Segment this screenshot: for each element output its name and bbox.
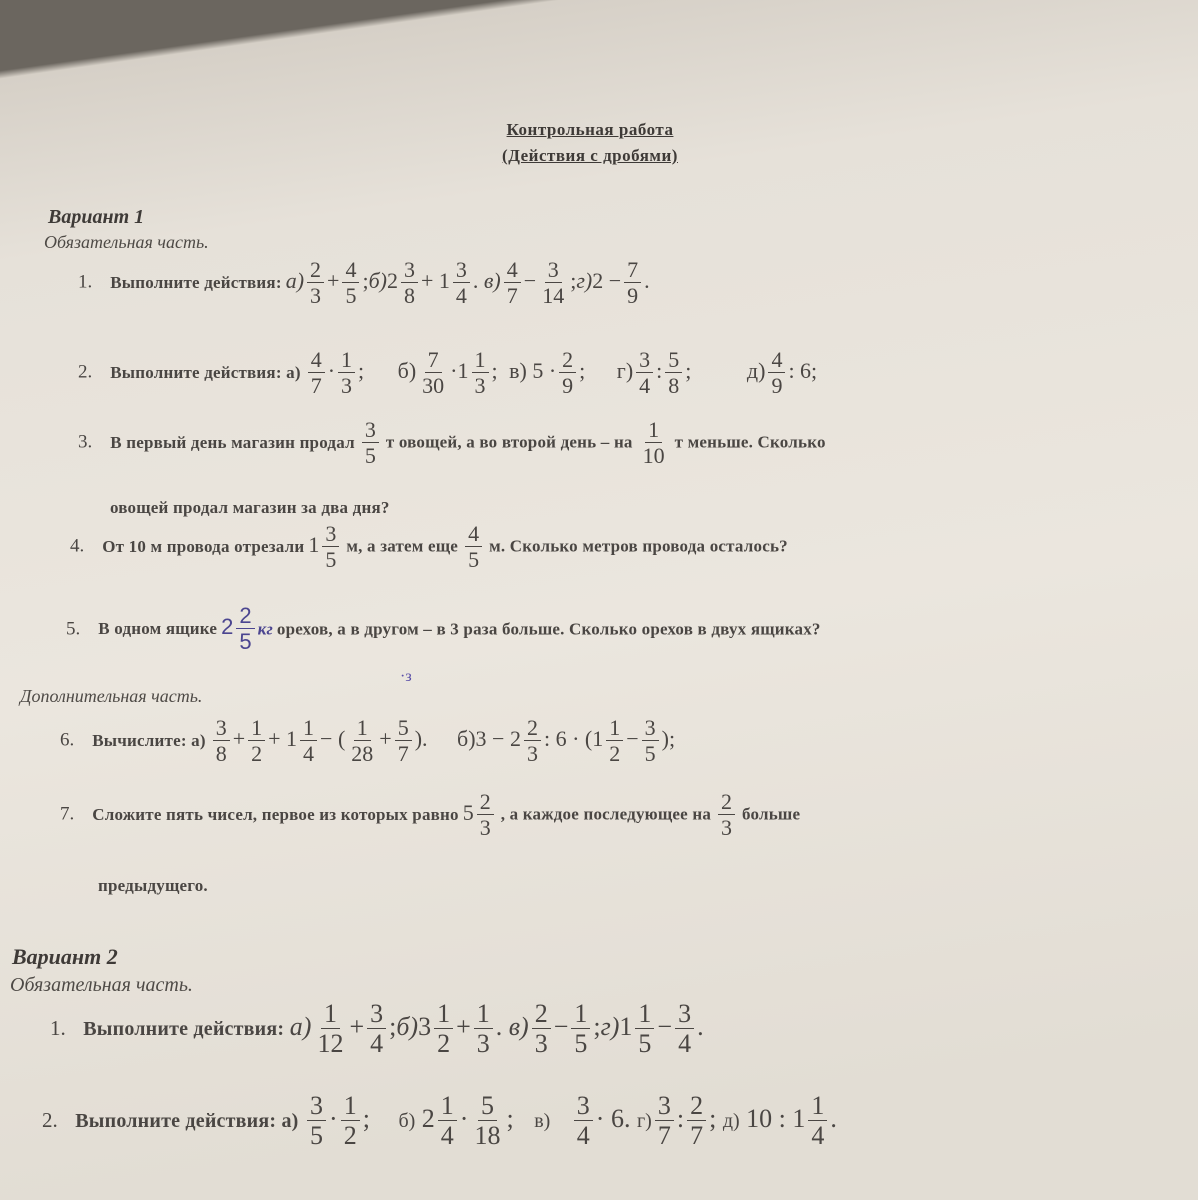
task-number: 2. <box>42 1107 58 1132</box>
v1-task-1-math: а) $\frac{2}{3}$ + $\frac{4}{5}$ ;б)2 $\frac{3}{8}$ + 1 $\frac{3}{4}$ . в) $\frac{4}{7}$ − $\frac{3}{14}$ ;г)2 − $\frac{7}{9}$ . <box>285 257 650 309</box>
task-text: больше <box>742 804 801 824</box>
task-label: Выполните действия: <box>110 272 282 292</box>
task-number: 6. <box>60 729 75 751</box>
v2-task-1-math: а) $\frac{1}{12}$ + $\frac{3}{4}$ ;б)3 $\frac{1}{2}$ + $\frac{1}{3}$ . в) $\frac{2}{3}$ − $\frac{1}{5}$ ;г)1 $\frac{1}{5}$ − $\frac{3}{4}$ . <box>289 999 704 1059</box>
v1-task-3: 3. В первый день магазин продал $\frac{3}{5}$ т овощей, а во второй день – на $\frac{1}{10}$ т меньше. Сколько <box>78 417 826 469</box>
task-text: В первый день магазин продал <box>110 432 355 452</box>
task-text: орехов, а в другом – в 3 раза больше. Сколько орехов в двух ящиках? <box>276 619 821 639</box>
v1-task-2 <box>78 348 817 397</box>
task-number: 4. <box>70 535 85 557</box>
v1-task-3-continuation: овощей продал магазин за два дня? <box>110 498 390 517</box>
v2-task-2-math: $\frac{3}{5}$ · $\frac{1}{2}$ ; б) 2 $\frac{1}{4}$ · $\frac{5}{18}$ ; в) $\frac{3}{4}$ · 6. г) $\frac{3}{7}$ : $\frac{2}{7}$ ; д) 10 : 1 $\frac{1}{4}$ . <box>304 1104 837 1133</box>
variant-1-heading: Вариант 1 <box>48 206 145 228</box>
task-text: т меньше. Сколько <box>674 432 826 452</box>
task-text: т овощей, а во второй день – на <box>385 432 633 452</box>
title-line-2: (Действия с дробями) <box>502 146 678 165</box>
task-number: 3. <box>78 431 93 453</box>
task-label: Выполните действия: а) <box>110 362 301 382</box>
task-text: м, а затем еще <box>346 536 459 556</box>
v1-task-7-continuation: предыдущего. <box>98 876 208 895</box>
v1-task-2-math: $\frac{4}{7}$ · $\frac{1}{3}$ ; б) $\frac{7}{30}$ ·1 $\frac{1}{3}$ ; в) 5 · $\frac{2}{9}$ ; г) $\frac{3}{4}$ : $\frac{5}{8}$ ; д) $\frac{4}{9}$ : 6; <box>305 358 817 383</box>
v1-task-1 <box>78 258 650 307</box>
task-label: Вычислите: а) <box>92 730 206 750</box>
task-number: 1. <box>78 271 93 293</box>
v2-task-2 <box>42 1092 837 1150</box>
v1-task-4: 4. От 10 м провода отрезали 1 $\frac{3}{5}$ м, а затем еще $\frac{4}{5}$ м. Сколько метров провода осталось? <box>70 521 788 573</box>
v1-task-6 <box>60 716 675 765</box>
task-number: 7. <box>60 803 75 825</box>
task-text: , а каждое последующее на <box>500 804 712 824</box>
variant-1-extra-heading: Дополнительная часть. <box>20 686 203 706</box>
variant-2-mandatory-heading: Обязательная часть. <box>10 974 193 996</box>
variant-1-mandatory-heading: Обязательная часть. <box>44 232 209 252</box>
task-text: От 10 м провода отрезали <box>102 536 305 556</box>
v1-task-6-math: $\frac{3}{8}$ + $\frac{1}{2}$ + 1 $\frac{1}{4}$ − ( $\frac{1}{28}$ + $\frac{5}{7}$ ). б)3 − 2 $\frac{2}{3}$ : 6 · (1 $\frac{1}{2}$ − $\frac{3}{5}$ ); <box>210 726 675 751</box>
v2-task-1 <box>50 1000 704 1058</box>
task-label: Выполните действия: а) <box>75 1109 299 1132</box>
task-number: 5. <box>66 618 81 640</box>
task-number: 1. <box>50 1015 66 1040</box>
task-number: 2. <box>78 361 93 383</box>
title-line-1: Контрольная работа <box>506 120 674 139</box>
v1-task-5: 5. В одном ящике 2 $\frac{2}{5}$ кг орехов, а в другом – в 3 раза больше. Сколько орехов в двух ящиках? <box>66 603 821 655</box>
variant-2-heading: Вариант 2 <box>12 944 118 969</box>
task-text: м. Сколько метров провода осталось? <box>489 536 788 556</box>
v1-task-7: 7. Сложите пять чисел, первое из которых равно 5 $\frac{2}{3}$ , а каждое последующее на $\frac{2}{3}$ больше <box>60 789 801 841</box>
task-label: Выполните действия: <box>83 1017 285 1040</box>
handwritten-note: ·з <box>400 668 412 685</box>
task-text: Сложите пять чисел, первое из которых равно <box>92 804 459 824</box>
task-text: В одном ящике <box>98 619 218 639</box>
unit-kg: кг <box>257 619 273 639</box>
